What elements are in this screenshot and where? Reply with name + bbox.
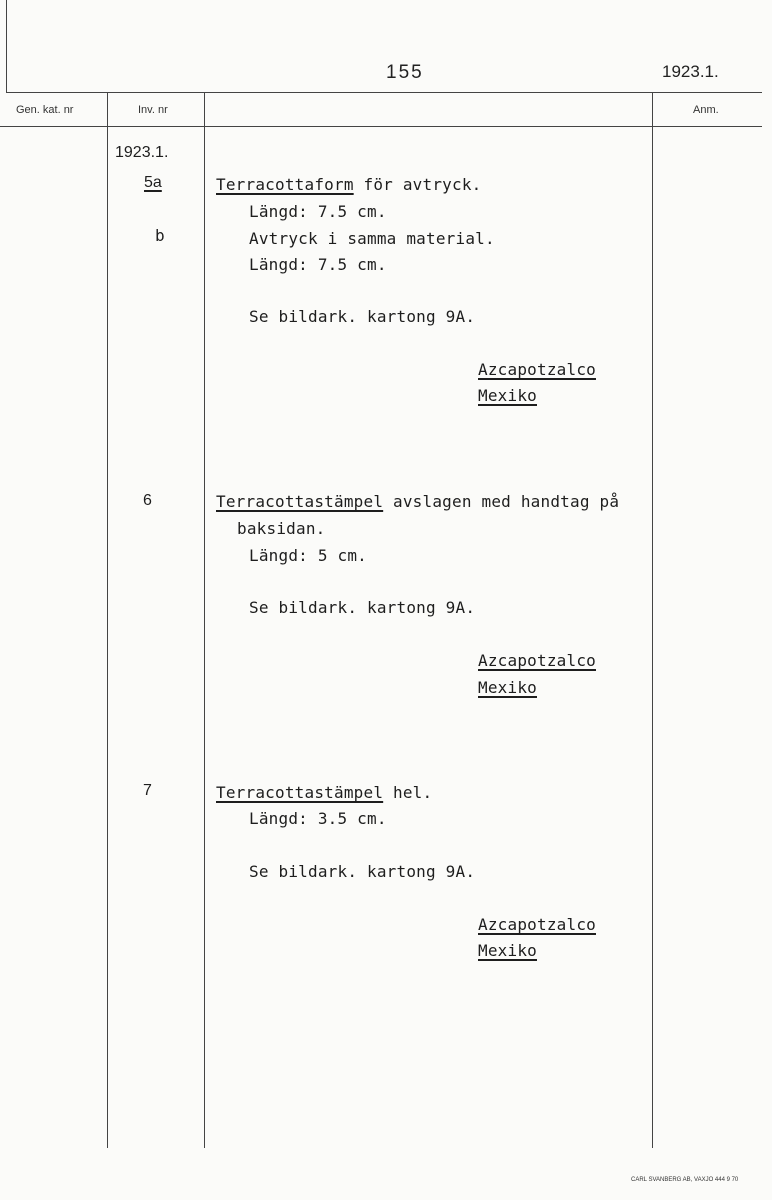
entry-title-rest: avslagen med handtag på <box>383 492 620 511</box>
col-divider-3 <box>652 92 653 1148</box>
col-label-gen-kat: Gen. kat. nr <box>16 104 74 116</box>
entry-line: Längd: 5 cm. <box>249 546 367 565</box>
inv-year: 1923.1. <box>115 144 169 161</box>
entry-title-underlined: Terracottastämpel <box>216 783 384 802</box>
entry-place: Azcapotzalco <box>478 651 596 670</box>
entry-title <box>216 492 619 511</box>
header-rule <box>6 92 762 93</box>
entry-country: Mexiko <box>478 941 537 960</box>
entry-line: baksidan. <box>237 519 326 538</box>
inv-number-6: 6 <box>143 492 152 509</box>
entry-line: Avtryck i samma material. <box>249 229 495 248</box>
entry-reference: Se bildark. kartong 9A. <box>249 307 476 326</box>
entry-reference: Se bildark. kartong 9A. <box>249 862 476 881</box>
entry-title-underlined: Terracottaform <box>216 175 354 194</box>
entry-title <box>216 783 432 802</box>
entry-title-rest: hel. <box>383 783 433 802</box>
entry-line: Längd: 7.5 cm. <box>249 202 387 221</box>
entry-country: Mexiko <box>478 386 537 405</box>
top-left-rule <box>6 0 7 92</box>
entry-place: Azcapotzalco <box>478 915 596 934</box>
entry-title <box>216 175 482 194</box>
entry-country: Mexiko <box>478 678 537 697</box>
col-label-inv: Inv. nr <box>138 104 168 116</box>
entry-line: Längd: 7.5 cm. <box>249 255 387 274</box>
year-code: 1923.1. <box>662 62 719 81</box>
entry-title-rest: för avtryck. <box>353 175 482 194</box>
entry-title-underlined: Terracottastämpel <box>216 492 384 511</box>
entry-place: Azcapotzalco <box>478 360 596 379</box>
inv-number-b: b <box>155 226 165 245</box>
entry-line: Längd: 3.5 cm. <box>249 809 387 828</box>
col-label-anm: Anm. <box>693 104 719 116</box>
page-number: 155 <box>386 62 424 83</box>
col-divider-1 <box>107 92 108 1148</box>
printer-imprint: CARL SVANBERG AB, VAXJO 444 9 70 <box>631 1177 739 1183</box>
entry-reference: Se bildark. kartong 9A. <box>249 598 476 617</box>
column-header-rule <box>0 126 762 127</box>
col-divider-2 <box>204 92 205 1148</box>
inv-number-7: 7 <box>143 782 152 799</box>
inv-number-5a: 5a <box>144 174 162 191</box>
